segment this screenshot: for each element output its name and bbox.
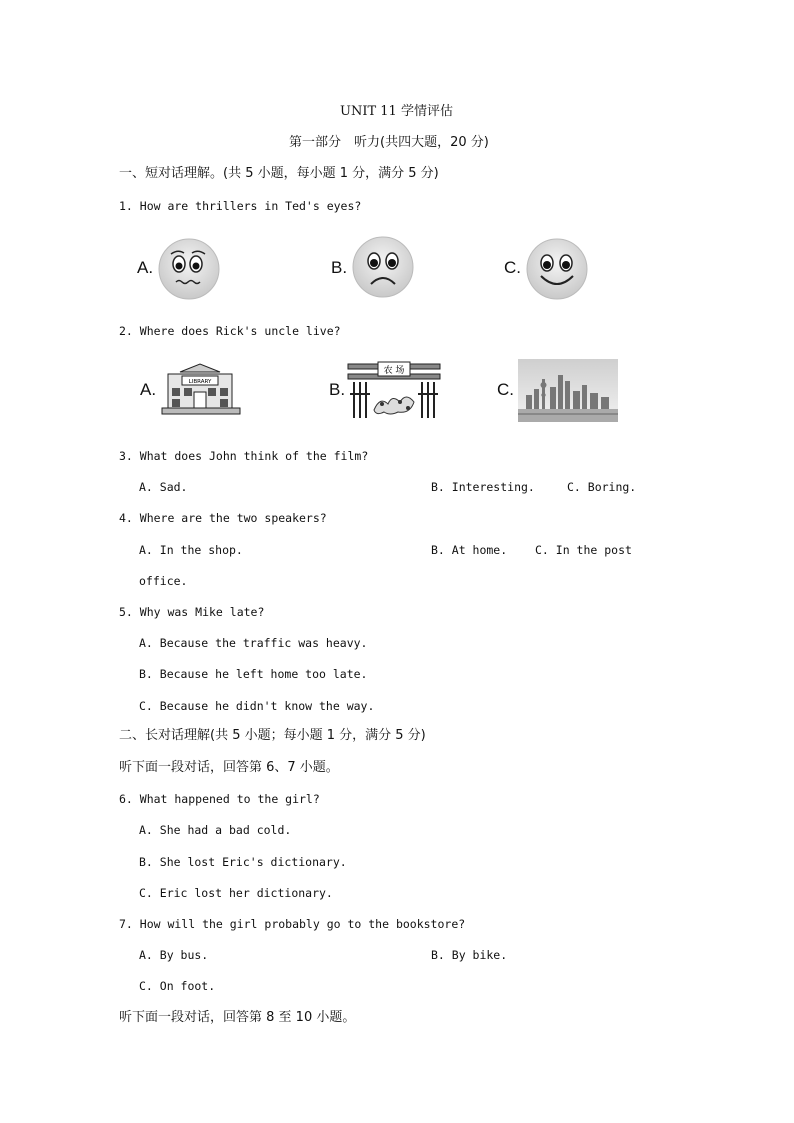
question-2: 2. Where does Rick's uncle live?	[119, 324, 341, 338]
question-7: 7. How will the girl probably go to the bookstore?	[119, 917, 466, 931]
worried-face-icon	[158, 238, 220, 300]
section-1-heading: 一、短对话理解。(共 5 小题，每小题 1 分，满分 5 分)	[119, 166, 439, 181]
q2-option-c-label: C.	[497, 380, 514, 399]
question-4: 4. Where are the two speakers?	[119, 511, 327, 525]
section-2-heading: 二、长对话理解(共 5 小题；每小题 1 分，满分 5 分)	[119, 728, 426, 743]
q4-option-c: C. In the post	[535, 543, 632, 557]
q2-option-a-label: A.	[140, 380, 157, 399]
farm-sign-text: 农 场	[383, 366, 405, 376]
question-5: 5. Why was Mike late?	[119, 605, 265, 619]
q6-option-b: B. She lost Eric's dictionary.	[139, 855, 347, 869]
library-sign-text: LIBRARY	[188, 379, 212, 385]
q2-option-b-label: B.	[329, 380, 346, 399]
page-title: UNIT 11 学情评估	[340, 104, 453, 119]
question-1: 1. How are thrillers in Ted's eyes?	[119, 199, 362, 213]
q3-option-b: B. Interesting.	[431, 480, 535, 494]
q5-option-a: A. Because the traffic was heavy.	[139, 636, 368, 650]
question-6: 6. What happened to the girl?	[119, 792, 320, 806]
listen-instruction-6-7: 听下面一段对话，回答第 6、7 小题。	[119, 760, 339, 775]
happy-face-icon	[526, 238, 588, 300]
part-heading: 第一部分 听力(共四大题，20 分)	[289, 135, 489, 150]
q5-option-b: B. Because he left home too late.	[139, 667, 368, 681]
q3-option-a: A. Sad.	[139, 480, 188, 494]
farm-gate-icon	[348, 360, 440, 420]
question-3: 3. What does John think of the film?	[119, 449, 369, 463]
q3-option-c: C. Boring.	[567, 480, 637, 494]
q4-option-c-continued: office.	[139, 574, 188, 588]
city-skyline-icon	[518, 359, 618, 422]
q4-option-b: B. At home.	[431, 543, 508, 557]
q1-option-c-label: C.	[504, 258, 521, 277]
q4-option-a: A. In the shop.	[139, 543, 243, 557]
sad-face-icon	[352, 236, 414, 298]
q7-option-b: B. By bike.	[431, 948, 508, 962]
listen-instruction-8-10: 听下面一段对话，回答第 8 至 10 小题。	[119, 1010, 356, 1025]
q1-option-a-label: A.	[137, 258, 154, 277]
q6-option-a: A. She had a bad cold.	[139, 823, 292, 837]
q1-option-b-label: B.	[331, 258, 348, 277]
q7-option-c: C. On foot.	[139, 979, 216, 993]
q5-option-c: C. Because he didn't know the way.	[139, 699, 375, 713]
q7-option-a: A. By bus.	[139, 948, 209, 962]
q6-option-c: C. Eric lost her dictionary.	[139, 886, 333, 900]
library-building-icon	[158, 360, 244, 416]
